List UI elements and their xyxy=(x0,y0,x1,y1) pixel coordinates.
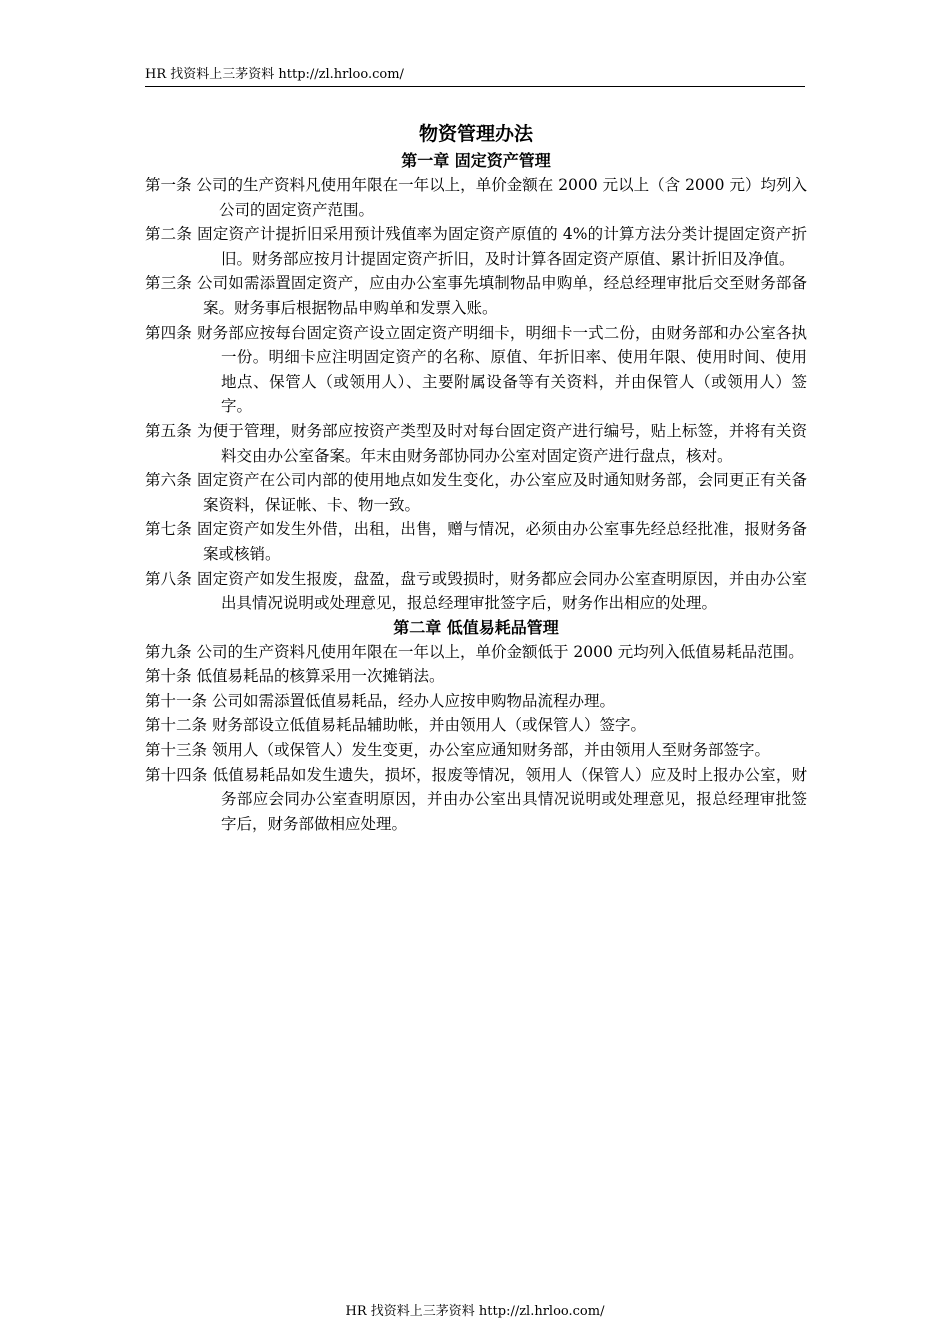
clause-label: 第十一条 xyxy=(145,691,208,710)
clause-text: 低值易耗品的核算采用一次摊销法。 xyxy=(196,667,445,686)
clause-5 xyxy=(145,419,807,468)
clause-8 xyxy=(145,567,807,616)
clause-label: 第六条 xyxy=(145,471,192,490)
clause-4 xyxy=(145,321,807,419)
document-body xyxy=(145,120,807,836)
clause-text: 低值易耗品如发生遗失，损坏，报废等情况，领用人（保管人）应及时上报办公室，财务部应会同办公室查明原因，并由办公室出具情况说明或处理意见，报总经理审批签字后，财务部做相应处理。 xyxy=(212,765,807,833)
clause-text: 公司如需添置固定资产，应由办公室事先填制物品申购单，经总经理审批后交至财务部备案。财务事后根据物品申购单和发票入账。 xyxy=(197,274,807,317)
clause-label: 第二条 xyxy=(145,225,193,244)
clause-6 xyxy=(145,468,807,517)
clause-text: 公司如需添置低值易耗品，经办人应按申购物品流程办理。 xyxy=(211,691,615,710)
clause-3 xyxy=(145,271,807,320)
chapter-1-heading: 第一章 固定资产管理 xyxy=(401,151,551,170)
clause-text: 固定资产如发生报废，盘盈，盘亏或毁损时，财务都应会同办公室查明原因，并由办公室出具情况说明或处理意见，报总经理审批签字后，财务作出相应的处理。 xyxy=(197,569,807,613)
clause-12 xyxy=(145,713,807,738)
clause-label: 第一条 xyxy=(145,176,192,194)
clause-label: 第十三条 xyxy=(145,741,208,760)
clause-label: 第七条 xyxy=(145,520,192,539)
page-footer: HR 找资料上三茅资料 http://zl.hrloo.com/ xyxy=(345,1304,605,1319)
clause-text: 领用人（或保管人）发生变更，办公室应通知财务部，并由领用人至财务部签字。 xyxy=(211,741,770,760)
clause-label: 第五条 xyxy=(145,421,192,440)
clause-10 xyxy=(145,664,807,689)
clause-label: 第十四条 xyxy=(145,765,208,784)
clause-14 xyxy=(145,763,807,837)
chapter-2-heading: 第二章 低值易耗品管理 xyxy=(393,617,559,637)
clause-13 xyxy=(145,738,807,763)
clause-text: 固定资产在公司内部的使用地点如发生变化，办公室应及时通知财务部，会同更正有关备案资料，保证帐、卡、物一致。 xyxy=(197,471,807,514)
clause-7 xyxy=(145,517,807,566)
clause-label: 第八条 xyxy=(145,569,192,588)
clause-label: 第九条 xyxy=(145,642,192,661)
clause-9 xyxy=(145,640,807,665)
clause-1 xyxy=(145,173,807,222)
clause-text: 固定资产如发生外借，出租，出售，赠与情况，必须由办公室事先经总经批准，报财务备案或核销。 xyxy=(197,520,807,563)
clause-label: 第四条 xyxy=(145,323,192,342)
clause-2 xyxy=(145,222,807,271)
clause-label: 第十二条 xyxy=(145,716,208,735)
page-header: HR 找资料上三茅资料 http://zl.hrloo.com/ xyxy=(145,66,805,87)
clause-label: 第十条 xyxy=(145,667,192,686)
clause-11 xyxy=(145,689,807,714)
clause-text: 财务部应按每台固定资产设立固定资产明细卡，明细卡一式二份，由财务部和办公室各执一份。明细卡应注明固定资产的名称、原值、年折旧率、使用年限、使用时间、使用地点、保管人（或领用人）、主要附属设备等有关资料，并由保管人（或领用人）签字。 xyxy=(197,323,807,416)
clause-text: 为便于管理，财务部应按资产类型及时对每台固定资产进行编号，贴上标签，并将有关资料交由办公室备案。年末由财务部协同办公室对固定资产进行盘点，核对。 xyxy=(197,421,807,465)
document-title: 物资管理办法 xyxy=(418,123,533,145)
clause-text: 财务部设立低值易耗品辅助帐，并由领用人（或保管人）签字。 xyxy=(211,716,646,735)
clause-text: 公司的生产资料凡使用年限在一年以上，单价金额低于 2000 元均列入低值易耗品范围。 xyxy=(196,642,804,661)
clause-text: 公司的生产资料凡使用年限在一年以上，单价金额在 2000 元以上（含 2000 元）均列入公司的固定资产范围。 xyxy=(196,176,807,219)
clause-text: 固定资产计提折旧采用预计残值率为固定资产原值的 4%的计算方法分类计提固定资产折旧。财务部应按月计提固定资产折旧，及时计算各固定资产原值、累计折旧及净值。 xyxy=(197,225,807,268)
clause-label: 第三条 xyxy=(145,274,192,293)
